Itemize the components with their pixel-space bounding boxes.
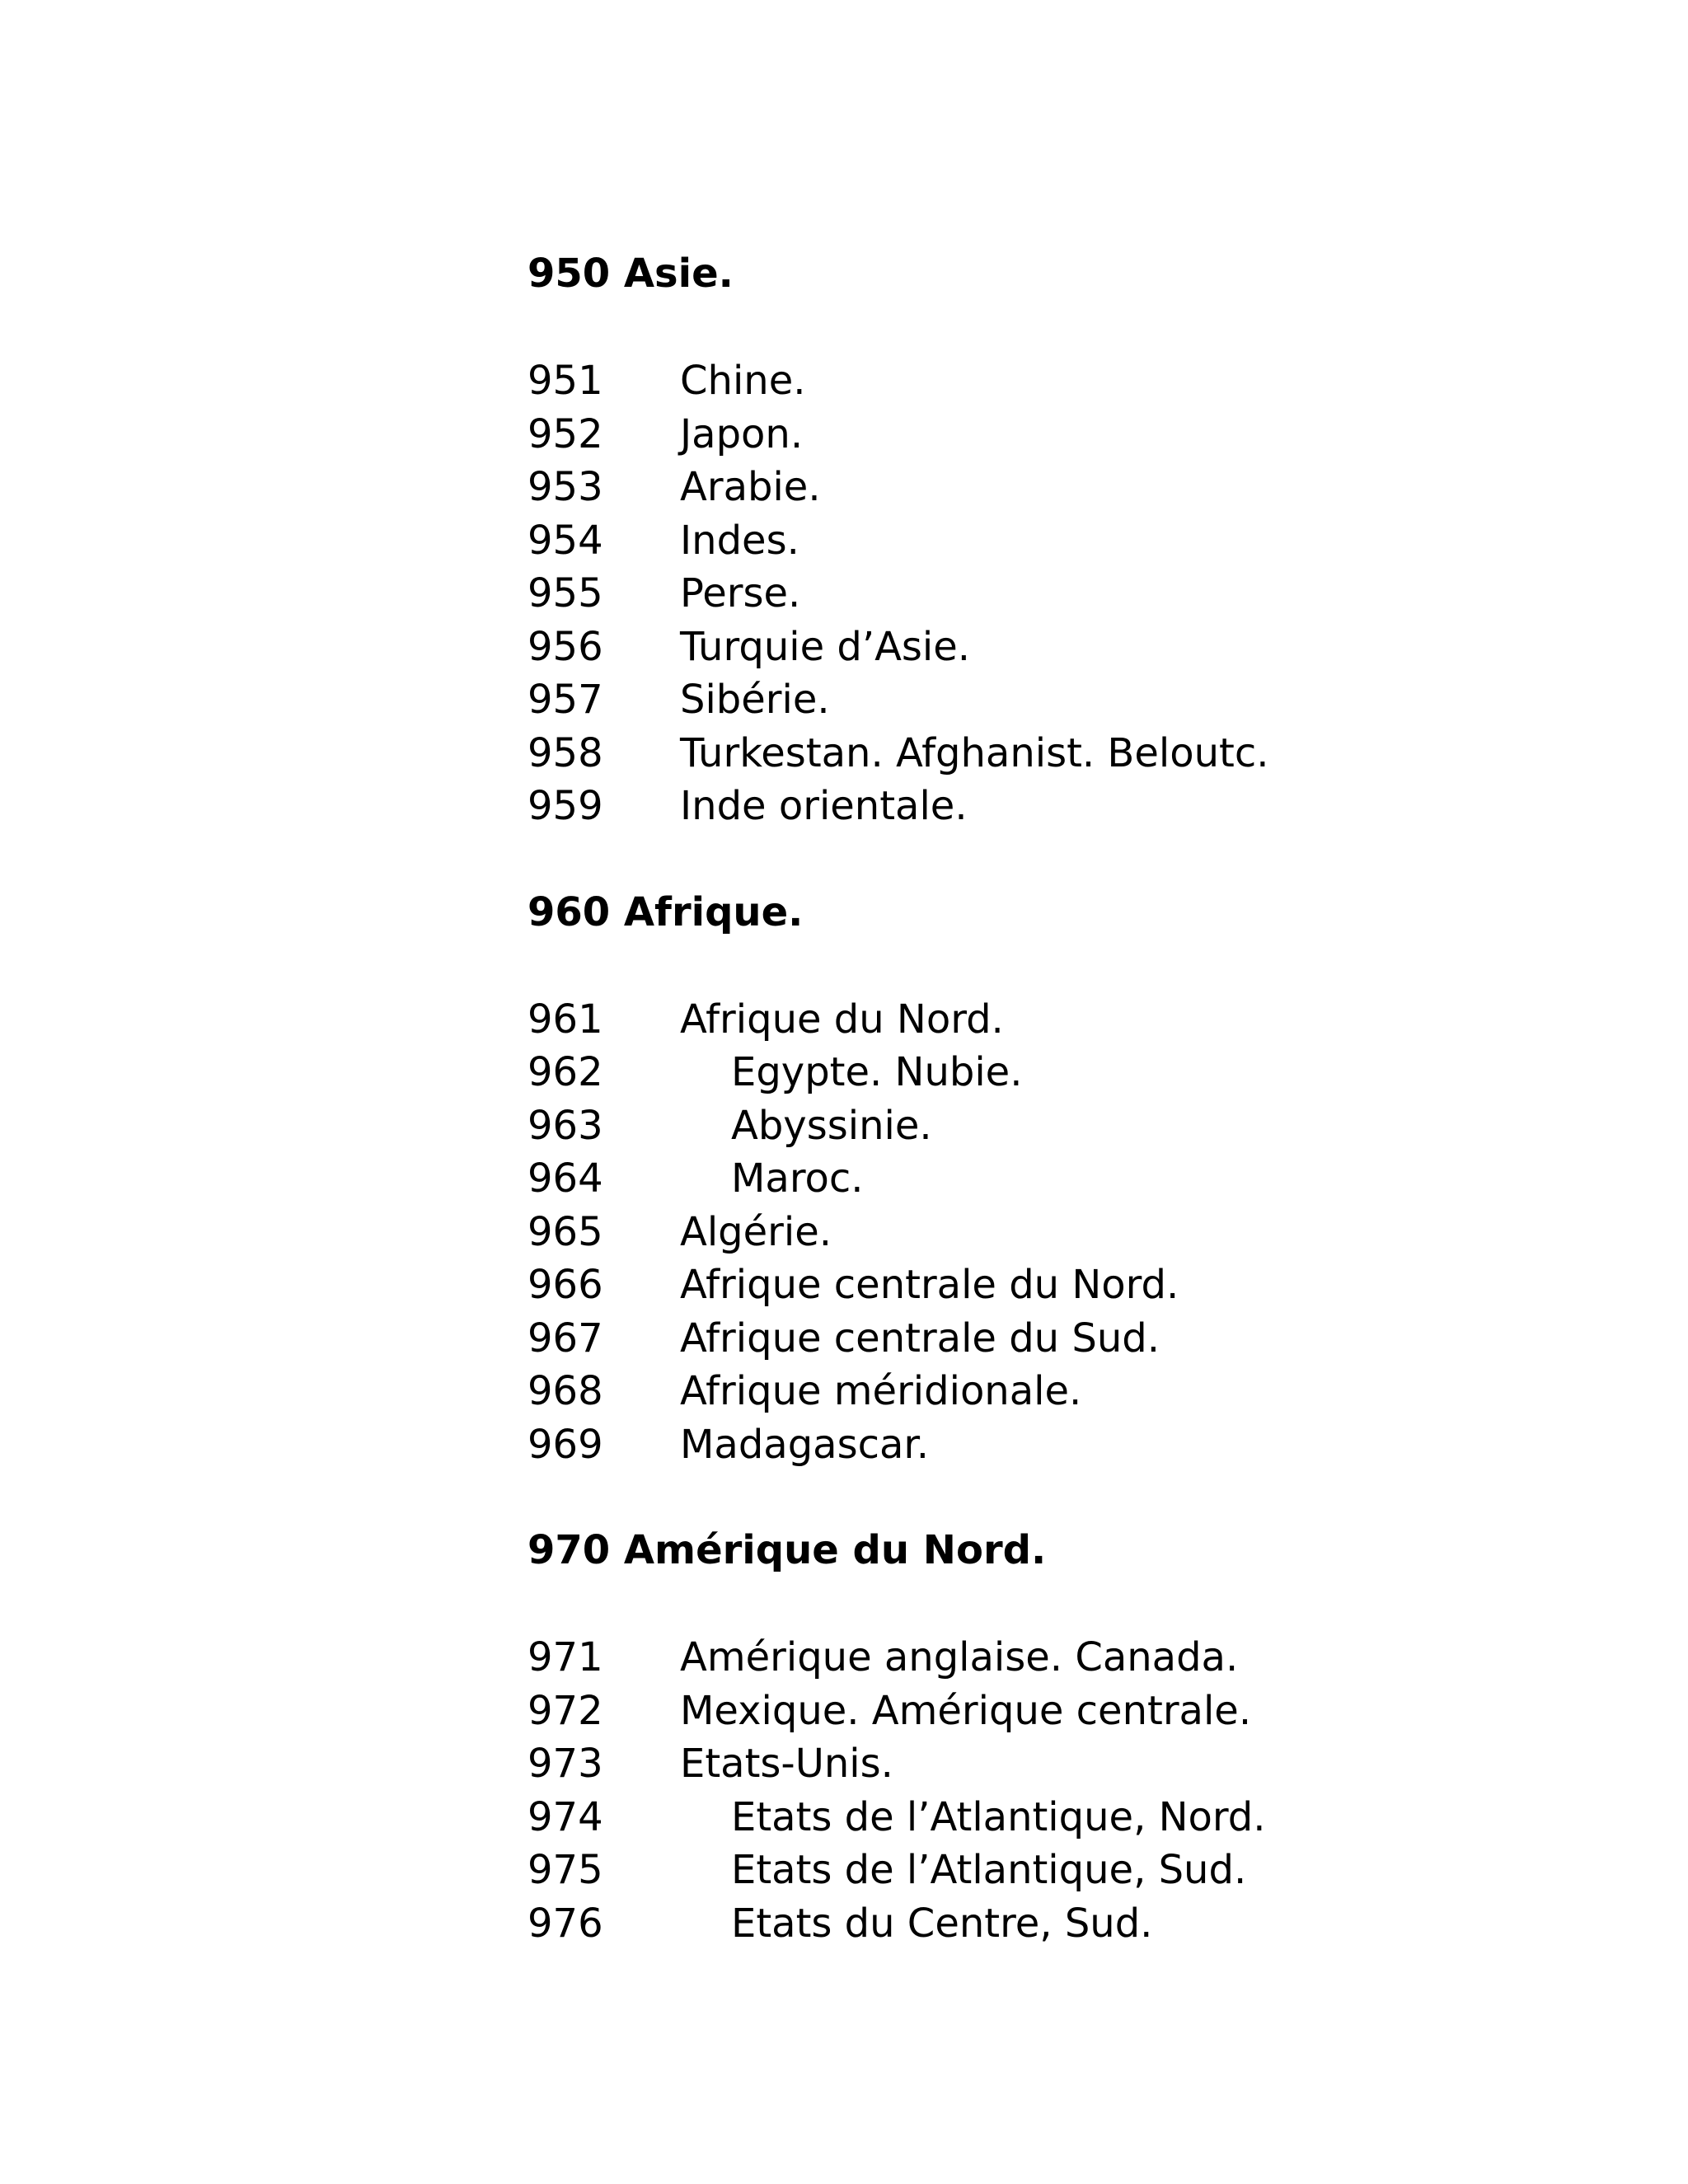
entry-label: Japon.	[680, 410, 804, 457]
entry-label: Perse.	[680, 570, 801, 616]
entry-label: Algérie.	[680, 1208, 832, 1255]
entry-number: 967	[528, 1315, 603, 1361]
list-item	[528, 1791, 1599, 1844]
entry-label: Sibérie.	[680, 677, 830, 723]
list-item	[528, 461, 1599, 514]
list-item	[528, 408, 1599, 462]
entry-label: Afrique centrale du Sud.	[680, 1315, 1160, 1361]
entry-label: Madagascar.	[680, 1421, 929, 1468]
entry-label: Etats du Centre, Sud.	[731, 1900, 1153, 1947]
list-item	[528, 1046, 1599, 1099]
list-item	[528, 1365, 1599, 1418]
section-afrique	[528, 886, 1599, 1472]
entry-number: 973	[528, 1741, 603, 1787]
list-item	[528, 1258, 1599, 1312]
list-item	[528, 780, 1599, 833]
entry-number: 963	[528, 1102, 603, 1149]
entry-label: Inde orientale.	[680, 783, 968, 829]
section-asie	[528, 247, 1599, 833]
list-item	[528, 1685, 1599, 1738]
list-item	[528, 1737, 1599, 1791]
entry-number: 976	[528, 1900, 603, 1947]
entry-number: 975	[528, 1847, 603, 1893]
entry-label: Mexique. Amérique centrale.	[680, 1687, 1252, 1734]
entry-label: Etats de l’Atlantique, Sud.	[731, 1847, 1247, 1893]
entry-number: 962	[528, 1049, 603, 1095]
entry-number: 958	[528, 729, 603, 776]
entry-number: 968	[528, 1368, 603, 1414]
entry-label: Turquie d’Asie.	[680, 623, 971, 670]
entry-number: 961	[528, 996, 603, 1043]
entry-number: 969	[528, 1421, 603, 1468]
list-item	[528, 727, 1599, 780]
entry-label: Abyssinie.	[731, 1102, 932, 1149]
entry-list	[528, 1631, 1599, 1950]
list-item	[528, 621, 1599, 674]
entry-number: 964	[528, 1155, 603, 1202]
entry-number: 974	[528, 1793, 603, 1840]
list-item	[528, 1897, 1599, 1951]
list-item	[528, 1631, 1599, 1685]
list-item	[528, 1152, 1599, 1206]
entry-label: Afrique du Nord.	[680, 996, 1004, 1043]
list-item	[528, 567, 1599, 621]
entry-label: Afrique méridionale.	[680, 1368, 1082, 1414]
section-heading: 960 Afrique.	[528, 888, 804, 935]
entry-label: Afrique centrale du Nord.	[680, 1262, 1179, 1308]
entry-number: 971	[528, 1634, 603, 1680]
entry-number: 956	[528, 623, 603, 670]
section-heading: 970 Amérique du Nord.	[528, 1527, 1047, 1573]
entry-number: 952	[528, 410, 603, 457]
entry-number: 955	[528, 570, 603, 616]
entry-number: 972	[528, 1687, 603, 1734]
entry-label: Maroc.	[731, 1155, 864, 1202]
list-item	[528, 1844, 1599, 1897]
list-item	[528, 1099, 1599, 1153]
entry-number: 951	[528, 358, 603, 404]
entry-label: Turkestan. Afghanist. Beloutc.	[680, 729, 1269, 776]
entry-number: 959	[528, 783, 603, 829]
list-item	[528, 1312, 1599, 1366]
entry-label: Etats de l’Atlantique, Nord.	[731, 1793, 1266, 1840]
section-amerique-du-nord	[528, 1524, 1599, 1950]
entry-number: 957	[528, 677, 603, 723]
entry-label: Indes.	[680, 517, 799, 564]
entry-label: Etats-Unis.	[680, 1741, 893, 1787]
list-item	[528, 1206, 1599, 1259]
entry-list	[528, 993, 1599, 1472]
entry-label: Arabie.	[680, 464, 821, 510]
list-item	[528, 354, 1599, 408]
entry-label: Chine.	[680, 358, 806, 404]
entry-label: Amérique anglaise. Canada.	[680, 1634, 1239, 1680]
list-item	[528, 514, 1599, 568]
list-item	[528, 993, 1599, 1047]
entry-number: 966	[528, 1262, 603, 1308]
entry-list	[528, 354, 1599, 833]
list-item	[528, 673, 1599, 727]
classification-page	[528, 247, 1599, 2003]
entry-number: 954	[528, 517, 603, 564]
entry-label: Egypte. Nubie.	[731, 1049, 1023, 1095]
entry-number: 953	[528, 464, 603, 510]
list-item	[528, 1418, 1599, 1472]
section-heading: 950 Asie.	[528, 251, 734, 297]
entry-number: 965	[528, 1208, 603, 1255]
